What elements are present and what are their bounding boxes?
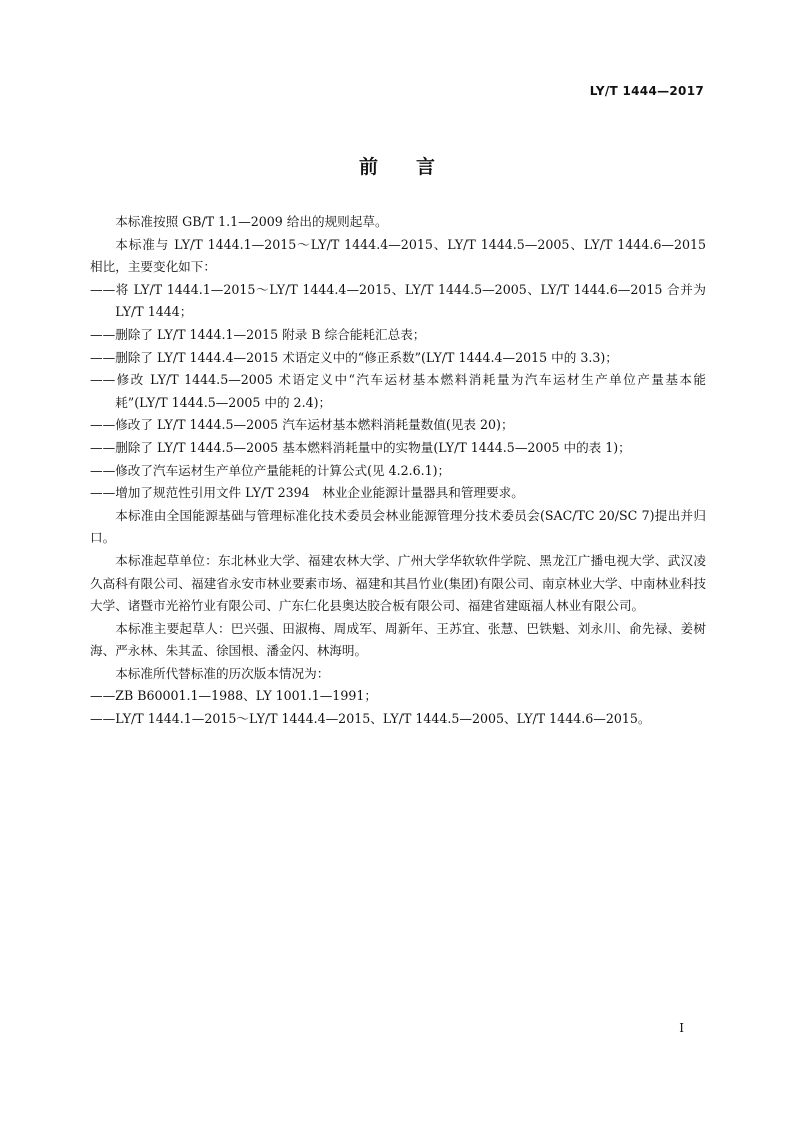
list-dash: —— bbox=[90, 372, 116, 388]
paragraph: 本标准所代替标准的历次版本情况为： bbox=[115, 665, 330, 681]
list-item bbox=[90, 437, 706, 460]
list-item bbox=[90, 414, 706, 437]
foreword-body bbox=[90, 211, 706, 731]
list-item-text: 删除了 LY/T 1444.1—2015 附录 B 综合能耗汇总表； bbox=[115, 326, 426, 342]
standard-id: LY/T 1444—2017 bbox=[589, 84, 704, 98]
list-dash: —— bbox=[90, 688, 116, 704]
list-item-text: 修改 LY/T 1444.5—2005 术语定义中“汽车运材基本燃料消耗量为汽车运材生产单位产量基本能耗”(LY/T 1444.5—2005 中的 2.4)； bbox=[115, 372, 706, 410]
list-item bbox=[90, 708, 706, 731]
paragraph: 本标准与 LY/T 1444.1—2015～LY/T 1444.4—2015、LY/T 1444.5—2005、LY/T 1444.6—2015 相比，主要变化如下： bbox=[90, 236, 706, 275]
list-item-text: LY/T 1444.1—2015～LY/T 1444.4—2015、LY/T 1444.5—2005、LY/T 1444.6—2015。 bbox=[115, 711, 651, 727]
list-item bbox=[90, 347, 706, 370]
list-item-text: 将 LY/T 1444.1—2015～LY/T 1444.4—2015、LY/T 1444.5—2005、LY/T 1444.6—2015 合并为 LY/T 1444； bbox=[115, 281, 706, 320]
list-item-text: 修改了 LY/T 1444.5—2005 汽车运材基本燃料消耗量数值(见表 20)； bbox=[115, 417, 514, 433]
list-item bbox=[90, 482, 706, 505]
list-item-text: 删除了 LY/T 1444.4—2015 术语定义中的“修正系数”(LY/T 1444.4—2015 中的 3.3)； bbox=[115, 349, 618, 365]
list-item bbox=[90, 460, 706, 483]
list-dash: —— bbox=[90, 349, 116, 365]
list-dash: —— bbox=[90, 439, 116, 455]
paragraph: 本标准起草单位：东北林业大学、福建农林大学、广州大学华软软件学院、黑龙江广播电视大学、武汉凌久高科有限公司、福建省永安市林业要素市场、福建和其昌竹业(集团)有限公司、南京林业大学、中南林业科技大学、诸暨市光裕竹业有限公司、广东仁化县奥达胶合板有限公司、福建省建瓯福人林业有限公司。 bbox=[90, 552, 706, 614]
list-item-text: ZB B60001.1—1988、LY 1001.1—1991； bbox=[115, 688, 377, 704]
list-dash: —— bbox=[90, 485, 116, 501]
list-item bbox=[90, 369, 706, 414]
paragraph: 本标准按照 GB/T 1.1—2009 给出的规则起草。 bbox=[115, 214, 388, 229]
page-title bbox=[0, 152, 794, 179]
list-item-text: 删除了 LY/T 1444.5—2005 基本燃料消耗量中的实物量(LY/T 1444.5—2005 中的表 1)； bbox=[115, 439, 631, 455]
paragraph: 本标准主要起草人：巴兴强、田淑梅、周成军、周新年、王苏宜、张慧、巴铁魁、刘永川、俞先禄、姜树海、严永林、朱其孟、徐国根、潘金闪、林海明。 bbox=[90, 620, 706, 659]
list-item bbox=[90, 324, 706, 347]
page-title-char: 前 bbox=[358, 156, 378, 178]
list-item bbox=[90, 685, 706, 708]
list-dash: —— bbox=[90, 326, 116, 342]
list-item-text: 修改了汽车运材生产单位产量能耗的计算公式(见 4.2.6.1)； bbox=[115, 462, 451, 478]
page-number: I bbox=[679, 1021, 684, 1035]
list-item bbox=[90, 279, 706, 324]
list-dash: —— bbox=[90, 281, 116, 297]
list-item-text: 增加了规范性引用文件 LY/T 2394 林业企业能源计量器具和管理要求。 bbox=[115, 485, 524, 501]
paragraph: 本标准由全国能源基础与管理标准化技术委员会林业能源管理分技术委员会(SAC/TC 20/SC 7)提出并归口。 bbox=[90, 507, 706, 546]
list-dash: —— bbox=[90, 417, 116, 433]
page-title-char: 言 bbox=[416, 156, 436, 178]
list-dash: —— bbox=[90, 462, 116, 478]
list-dash: —— bbox=[90, 711, 116, 727]
